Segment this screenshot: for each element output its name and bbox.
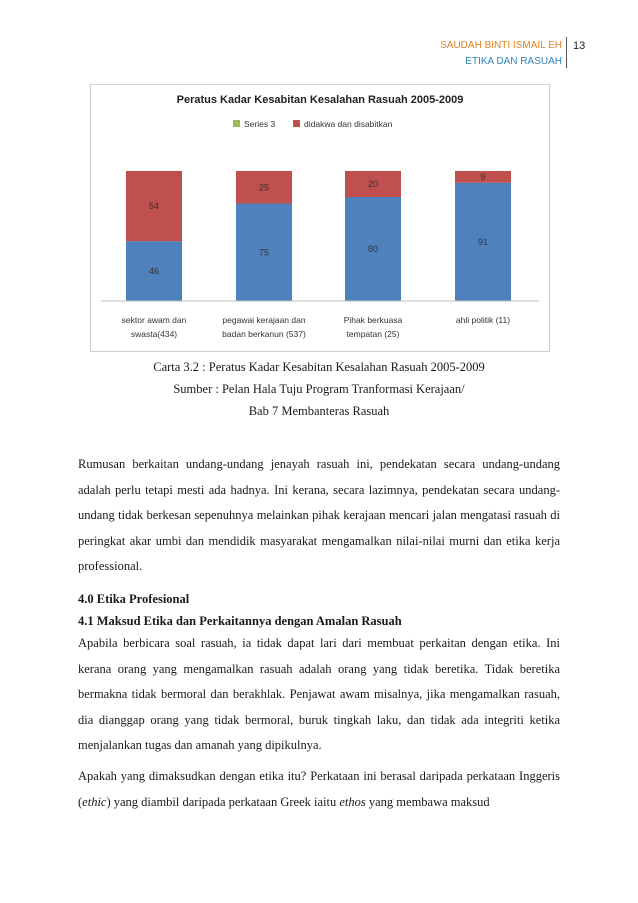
running-header-subtitle: ETIKA DAN RASUAH <box>465 56 562 67</box>
x-tick-label-3-1: Pihak berkuasa <box>343 315 403 325</box>
x-tick-label-1-2: swasta(434) <box>130 329 178 339</box>
x-tick-label-2-2: badan berkanun (537) <box>222 329 306 339</box>
x-tick-label-3-2: tempatan (25) <box>346 329 400 339</box>
x-tick-label-2-1: pegawai kerajaan dan <box>222 315 306 325</box>
data-label-1-2: 54 <box>148 201 160 212</box>
x-axis-labels <box>122 315 511 339</box>
legend-swatch-1 <box>233 120 240 127</box>
paragraph-3-term-ethic: ethic <box>82 794 107 809</box>
data-label-3-1: 80 <box>367 244 379 254</box>
paragraph-3-term-ethos: ethos <box>339 794 366 809</box>
paragraph-3 <box>78 764 560 815</box>
data-label-2-1: 75 <box>258 247 270 258</box>
paragraph-2: Apabila berbicara soal rasuah, ia tidak dapat lari dari membuat perkaitan dengan etika. Ini kerana orang yang mengamalkan rasuah adalah orang yang tidak beretika. Tidak beretika bermakna tidak bermoral dan berakhlak. Penjawat awam misalnya, jika mengamalkan rasuah, dia dianggap orang yang tidak bermoral, buruk tingkah laku, dan tidak ada integriti ketika menjalankan tugas dan amanah yang dipikulnya. <box>78 636 560 753</box>
paragraph-3-text-a: Apakah yang dimaksudkan dengan etika itu? Perkataan ini berasal daripada perkataan Inggeris ( <box>78 769 560 809</box>
legend-label-2: didakwa dan disabitkan <box>304 119 393 129</box>
running-header-author: SAUDAH BINTI ISMAIL EH <box>440 40 562 51</box>
data-label-2-2: 25 <box>258 182 270 193</box>
legend-label-1: Series 3 <box>244 119 276 129</box>
legend-swatch-2 <box>293 120 300 127</box>
chart-title: Peratus Kadar Kesabitan Kesalahan Rasuah 2005-2009 <box>176 94 464 106</box>
header-divider <box>566 37 567 68</box>
x-tick-label-1-1: sektor awam dan <box>121 315 187 325</box>
chart-legend <box>233 119 393 129</box>
paragraph-1: Rumusan berkaitan undang-undang jenayah rasuah ini, pendekatan secara undang-undang adalah perlu tetapi mesti ada hadnya. Ini kerana, secara lazimnya, pendekatan secara undang-undang tidak berkesan sepenuhnya melainkan pihak kerajaan mencari jalan mengatasi rasuah di peringkat akar umbi dan mendidik masyarakat mengamalkan nilai-nilai murni dan etika kerja professional. <box>78 457 560 574</box>
chart-source-continued: Bab 7 Membanteras Rasuah <box>248 404 390 418</box>
stacked-bar-chart <box>90 84 550 352</box>
page-number: 13 <box>573 40 586 52</box>
data-label-3-2: 20 <box>367 179 379 189</box>
data-label-1-1: 46 <box>148 266 160 277</box>
paragraph-3-text-b: ) yang diambil daripada perkataan Greek iaitu <box>106 794 340 809</box>
chart-source: Sumber : Pelan Hala Tuju Program Tranformasi Kerajaan/ <box>173 382 465 396</box>
chart-bars <box>126 171 511 301</box>
data-label-4-1: 91 <box>477 236 489 247</box>
chart-canvas <box>91 85 549 351</box>
x-tick-label-4-1: ahli politik (11) <box>455 315 511 325</box>
section-heading-4-1: 4.1 Maksud Etika dan Perkaitannya dengan Amalan Rasuah <box>78 614 402 628</box>
section-heading-4-0: 4.0 Etika Profesional <box>78 592 190 606</box>
paragraph-3-text-c: yang membawa maksud <box>365 794 490 809</box>
data-label-4-2: 9 <box>480 171 486 182</box>
chart-caption: Carta 3.2 : Peratus Kadar Kesabitan Kesalahan Rasuah 2005-2009 <box>153 360 485 374</box>
